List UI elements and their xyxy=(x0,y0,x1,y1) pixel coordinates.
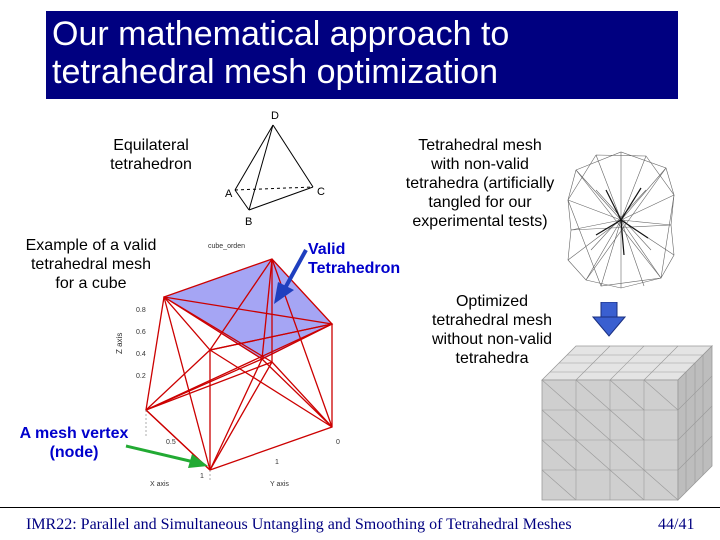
down-arrow-icon xyxy=(592,302,626,338)
footer-text: IMR22: Parallel and Simultaneous Untangling and Smoothing of Tetrahedral Meshes xyxy=(26,516,572,533)
x-axis-label: X axis xyxy=(150,481,170,488)
page-number: 44/41 xyxy=(658,516,695,533)
equilateral-tetrahedron-figure xyxy=(215,105,335,230)
tangled-line5: experimental tests) xyxy=(412,213,548,230)
vertex-a-label: A xyxy=(225,188,233,200)
z-tick-06: 0.6 xyxy=(136,329,146,336)
vertex-c-label: C xyxy=(317,186,325,198)
mesh-vertex-arrow xyxy=(124,440,214,476)
optimized-line2: tetrahedral mesh xyxy=(431,312,553,329)
tangled-mesh-label xyxy=(390,136,570,231)
equilateral-label xyxy=(92,136,210,174)
tangled-line1: Tetrahedral mesh xyxy=(418,137,542,154)
tangled-line3: tetrahedra (artificially xyxy=(405,175,555,192)
optimized-line4: tetrahedra xyxy=(455,350,529,367)
y-tick-0: 0 xyxy=(336,439,340,446)
x-tick-1: 1 xyxy=(200,473,204,480)
equilateral-label-line2: tetrahedron xyxy=(110,156,192,173)
tangled-line4: tangled for our xyxy=(428,194,532,211)
optimized-cube-mesh xyxy=(536,338,716,504)
vertex-d-label: D xyxy=(271,110,279,122)
optimized-line1: Optimized xyxy=(455,293,529,310)
valid-tet-line2: Tetrahedron xyxy=(308,260,401,277)
vertex-line1: A mesh vertex xyxy=(19,425,129,442)
y-tick-1: 1 xyxy=(275,459,279,466)
footer-divider xyxy=(0,507,720,508)
valid-example-line2: tetrahedral mesh xyxy=(30,256,152,273)
z-tick-08: 0.8 xyxy=(136,307,146,314)
equilateral-label-line1: Equilateral xyxy=(113,137,189,154)
optimized-line3: without non-valid xyxy=(431,331,553,348)
z-tick-04: 0.4 xyxy=(136,351,146,358)
tangled-line2: with non-valid xyxy=(431,156,529,173)
vertex-line2: (node) xyxy=(49,444,99,461)
mesh-vertex-label xyxy=(14,424,134,462)
vertex-b-label: B xyxy=(245,216,253,228)
title-line-1: Our mathematical approach to xyxy=(52,15,510,53)
slide-title xyxy=(46,11,678,99)
tangled-mesh-figure xyxy=(566,150,676,290)
valid-tetrahedron-arrow xyxy=(272,246,312,306)
valid-example-line1: Example of a valid xyxy=(25,237,157,254)
z-tick-02: 0.2 xyxy=(136,373,146,380)
x-tick-05: 0.5 xyxy=(166,439,176,446)
title-line-2: tetrahedral mesh optimization xyxy=(52,53,499,91)
z-axis-label: Z axis xyxy=(115,332,124,354)
plot-title: cube_orden xyxy=(208,243,245,250)
valid-example-line3: for a cube xyxy=(55,275,127,292)
valid-tet-line1: Valid xyxy=(308,241,346,258)
y-axis-label: Y axis xyxy=(270,481,289,488)
